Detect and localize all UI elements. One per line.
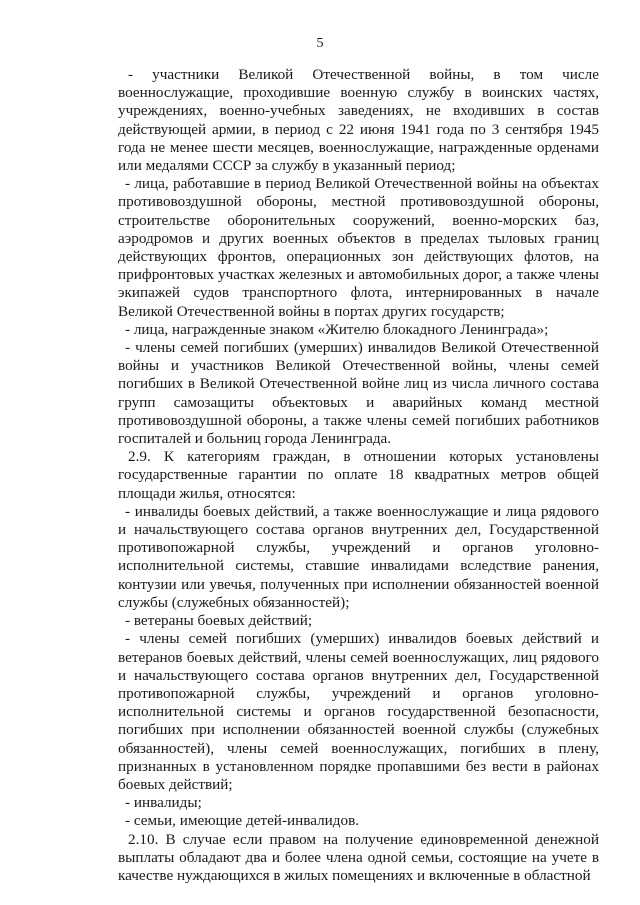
paragraph-families-with-disabled-children: - семьи, имеющие детей-инвалидов. [125, 812, 360, 830]
page-number: 5 [316, 36, 324, 51]
paragraph-section-2-10: 2.10. В случае если правом на получение единовременной денежной выплаты обладают два и более члена одной семьи, состоящие на учете в качестве нуждающихся в жилых помещениях и включенные в областной [118, 830, 599, 884]
paragraph-families-of-deceased: - члены семей погибших (умерших) инвалидов Великой Отечественной войны и участников Великой Отечественной войны, члены семей погибших в Великой Отечественной войне лиц из числа личного состава групп самозащиты объектовых и аварийных команд местной противовоздушной обороны, а также члены семей погибших работников госпиталей и больниц города Ленинграда. [118, 339, 599, 448]
paragraph-leningrad-badge: - лица, награжденные знаком «Жителю блокадного Ленинграда»; [125, 320, 549, 338]
document-body [118, 66, 599, 885]
paragraph-families-of-veterans: - члены семей погибших (умерших) инвалидов боевых действий и ветеранов боевых действий, члены семей военнослужащих, лиц рядового и начальствующего состава органов внутренних дел, Государственной противопожарной службы, учреждений и органов уголовно-исполнительной системы и органов государственной безопасности, погибших при исполнении обязанностей военной службы (служебных обязанностей), члены семей военнослужащих, погибших в плену, признанных в установленном порядке пропавшими без вести в районах боевых действий; [118, 630, 599, 793]
paragraph-section-2-9: 2.9. К категориям граждан, в отношении которых установлены государственные гарантии по оплате 18 квадратных метров общей площади жилья, относятся: [118, 448, 599, 502]
paragraph-combat-disabled: - инвалиды боевых действий, а также военнослужащие и лица рядового и начальствующего состава органов внутренних дел, Государственной противопожарной службы, учреждений и органов уголовно-исполнительной системы, ставшие инвалидами вследствие ранения, контузии или увечья, полученных при исполнении обязанностей военной службы (служебных обязанностей); [118, 502, 599, 611]
paragraph-combat-veterans: - ветераны боевых действий; [125, 612, 313, 630]
paragraph-disabled: - инвалиды; [125, 794, 202, 812]
paragraph-war-participants: - участники Великой Отечественной войны, в том числе военнослужащие, проходившие военную службу в воинских частях, учреждениях, военно-учебных заведениях, не входивших в состав действующей армии, в период с 22 июня 1941 года по 3 сентября 1945 года не менее шести месяцев, военнослужащие, награжденные орденами или медалями СССР за службу в указанный период; [118, 66, 599, 175]
paragraph-air-defense-workers: - лица, работавшие в период Великой Отечественной войны на объектах противовоздушной обороны, местной противовоздушной обороны, строительстве оборонительных сооружений, военно-морских баз, аэродромов и других военных объектов в пределах тыловых границ действующих фронтов, операционных зон действующих флотов, на прифронтовых участках железных и автомобильных дорог, а также члены экипажей судов транспортного флота, интернированных в начале Великой Отечественной войны в портах других государств; [118, 175, 599, 320]
